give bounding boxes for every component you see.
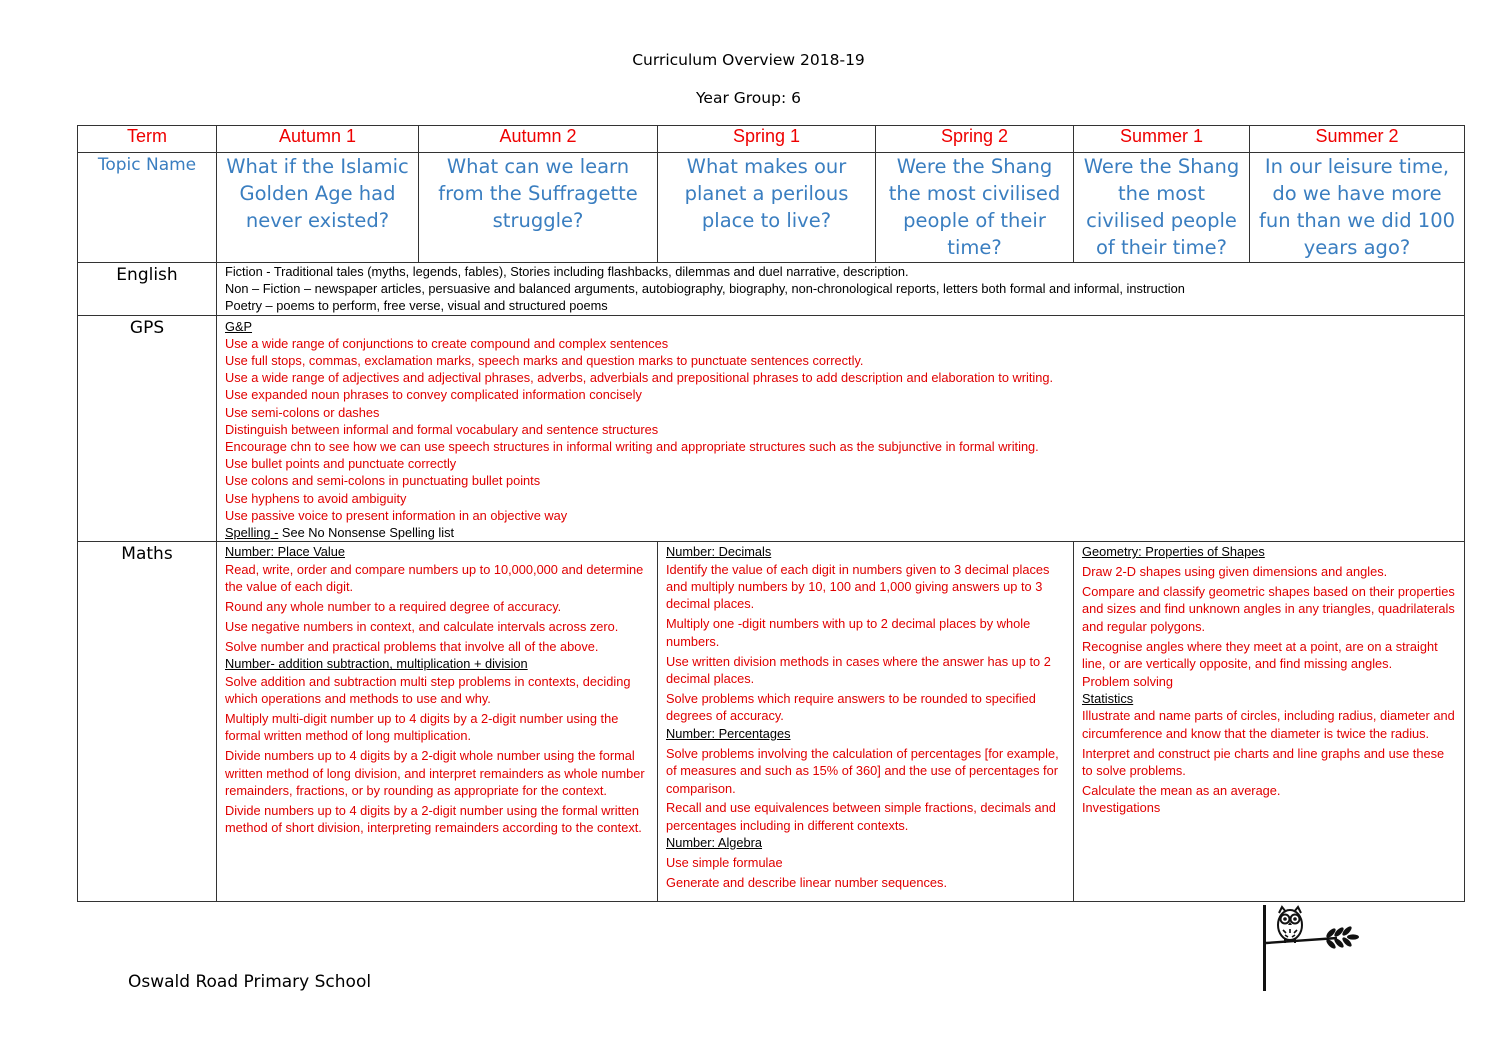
column-header: Autumn 2 [419, 126, 658, 153]
maths-item: Investigations [1082, 800, 1161, 816]
maths-item: Draw 2-D shapes using given dimensions and angles. [1082, 564, 1388, 580]
gps-item: Use a wide range of adjectives and adjectival phrases, adverbs, adverbials and prepositional phrases to add description and elaboration to writing. [225, 370, 1054, 386]
maths-item: Use simple formulae [666, 855, 783, 871]
row-label-english: English [78, 263, 217, 316]
page-title: Curriculum Overview 2018-19 [632, 51, 865, 69]
spelling-text: See No Nonsense Spelling list [278, 525, 455, 541]
maths-item: Read, write, order and compare numbers up to 10,000,000 and determine the value of each digit. [225, 561, 644, 595]
english-line: Fiction - Traditional tales (myths, legends, fables), Stories including flashbacks, dilemmas and duel narrative, description. [225, 264, 909, 279]
maths-col-1 [217, 542, 658, 902]
english-content [217, 263, 1465, 316]
gps-item: Use full stops, commas, exclamation marks, speech marks and question marks to punctuate sentences correctly. [225, 353, 864, 369]
header-row [78, 126, 1465, 153]
gps-row [78, 315, 1465, 542]
topic-cell: What if the Islamic Golden Age had never existed? [217, 153, 419, 263]
maths-item: Interpret and construct pie charts and line graphs and use these to solve problems. [1082, 745, 1445, 779]
maths-heading: Number- addition subtraction, multiplication + division [225, 656, 528, 672]
year-group: Year Group: 6 [696, 89, 801, 107]
column-header: Spring 2 [876, 126, 1074, 153]
maths-item: Recall and use equivalences between simple fractions, decimals and percentages including in different contexts. [666, 800, 1056, 833]
topic-cell: In our leisure time, do we have more fun than we did 100 years ago? [1250, 153, 1465, 263]
maths-heading: Number: Place Value [225, 544, 345, 560]
gps-item: Use passive voice to present information in an objective way [225, 507, 568, 523]
gps-content [217, 315, 1465, 542]
english-line: Poetry – poems to perform, free verse, visual and structured poems [225, 298, 608, 314]
school-name: Oswald Road Primary School [128, 972, 372, 992]
gps-heading: G&P [225, 318, 253, 334]
maths-col-2 [658, 542, 1074, 902]
spelling-heading: Spelling - [225, 525, 279, 541]
gps-item: Encourage chn to see how we can use speech structures in informal writing and appropriate structures such as the subjunctive in formal writing. [225, 439, 1039, 455]
maths-heading: Number: Decimals [666, 544, 772, 560]
gps-item: Use bullet points and punctuate correctly [225, 456, 457, 472]
topic-label: Topic Name [78, 153, 217, 263]
row-label-maths: Maths [78, 542, 217, 902]
maths-heading: Number: Percentages [666, 725, 791, 741]
maths-item: Compare and classify geometric shapes based on their properties and sizes and find unknown angles in any triangles, quadrilaterals and regular polygons. [1082, 584, 1455, 634]
maths-item: Use written division methods in cases where the answer has up to 2 decimal places. [666, 653, 1051, 687]
topic-cell: Were the Shang the most civilised people of their time? [876, 153, 1074, 263]
maths-item: Divide numbers up to 4 digits by a 2-digit number using the formal written method of short division, interpreting remainders according to the context. [225, 802, 642, 836]
column-header: Spring 1 [658, 126, 876, 153]
maths-item: Problem solving [1082, 673, 1174, 689]
maths-item: Illustrate and name parts of circles, including radius, diameter and circumference and know that the diameter is twice the radius. [1082, 708, 1455, 741]
maths-row [78, 542, 1465, 902]
maths-item: Recognise angles where they meet at a point, are on a straight line, or are vertically opposite, and find missing angles. [1082, 638, 1438, 672]
column-header: Summer 2 [1250, 126, 1465, 153]
maths-item: Multiply multi-digit number up to 4 digits by a 2-digit number using the formal written method of long multiplication. [225, 710, 619, 744]
maths-item: Solve problems involving the calculation of percentages [for example, of measures and such as 15% of 360] and the use of percentages for comparison. [666, 745, 1059, 796]
gps-item: Use hyphens to avoid ambiguity [225, 490, 407, 506]
maths-item: Divide numbers up to 4 digits by a 2-digit whole number using the formal written method of long division, and interpret remainders as whole number remainders, fractions, or by rounding as appropriate for the context. [225, 748, 645, 799]
maths-item: Round any whole number to a required degree of accuracy. [225, 598, 562, 614]
gps-item: Use semi-colons or dashes [225, 404, 380, 420]
maths-heading: Statistics [1082, 691, 1134, 706]
owl-on-branch-icon [1257, 903, 1367, 995]
maths-item: Solve number and practical problems that involve all of the above. [225, 638, 599, 654]
row-label-gps: GPS [78, 315, 217, 542]
gps-item: Use expanded noun phrases to convey complicated information concisely [225, 387, 642, 403]
gps-item: Distinguish between informal and formal vocabulary and sentence structures [225, 421, 659, 437]
spelling-line [225, 524, 1456, 541]
maths-col-3 [1074, 542, 1465, 902]
maths-item: Multiply one -digit numbers with up to 2 decimal places by whole numbers. [666, 616, 1031, 649]
column-header: Term [78, 126, 217, 153]
topic-cell: What can we learn from the Suffragette struggle? [419, 153, 658, 263]
topic-cell: What makes our planet a perilous place to live? [658, 153, 876, 263]
maths-item: Solve problems which require answers to be rounded to specified degrees of accuracy. [666, 691, 1036, 724]
maths-item: Use negative numbers in context, and calculate intervals across zero. [225, 618, 619, 634]
column-header: Summer 1 [1074, 126, 1250, 153]
curriculum-table [77, 125, 1465, 902]
maths-heading: Geometry: Properties of Shapes [1082, 544, 1265, 560]
english-row [78, 263, 1465, 316]
column-header: Autumn 1 [217, 126, 419, 153]
gps-item: Use colons and semi-colons in punctuating bullet points [225, 473, 541, 489]
english-line: Non – Fiction – newspaper articles, persuasive and balanced arguments, autobiography, biography, non-chronological reports, letters both formal and informal, instruction [225, 281, 1185, 297]
topic-cell: Were the Shang the most civilised people of their time? [1074, 153, 1250, 263]
maths-item: Generate and describe linear number sequences. [666, 875, 947, 891]
maths-item: Solve addition and subtraction multi step problems in contexts, deciding which operations and methods to use and why. [225, 673, 631, 706]
maths-heading: Number: Algebra [666, 835, 763, 851]
topic-row [78, 153, 1465, 263]
maths-item: Calculate the mean as an average. [1082, 783, 1281, 799]
maths-item: Identify the value of each digit in numbers given to 3 decimal places and multiply numbers by 10, 100 and 1,000 giving answers up to 3 decimal places. [666, 561, 1050, 612]
gps-item: Use a wide range of conjunctions to create compound and complex sentences [225, 335, 669, 351]
